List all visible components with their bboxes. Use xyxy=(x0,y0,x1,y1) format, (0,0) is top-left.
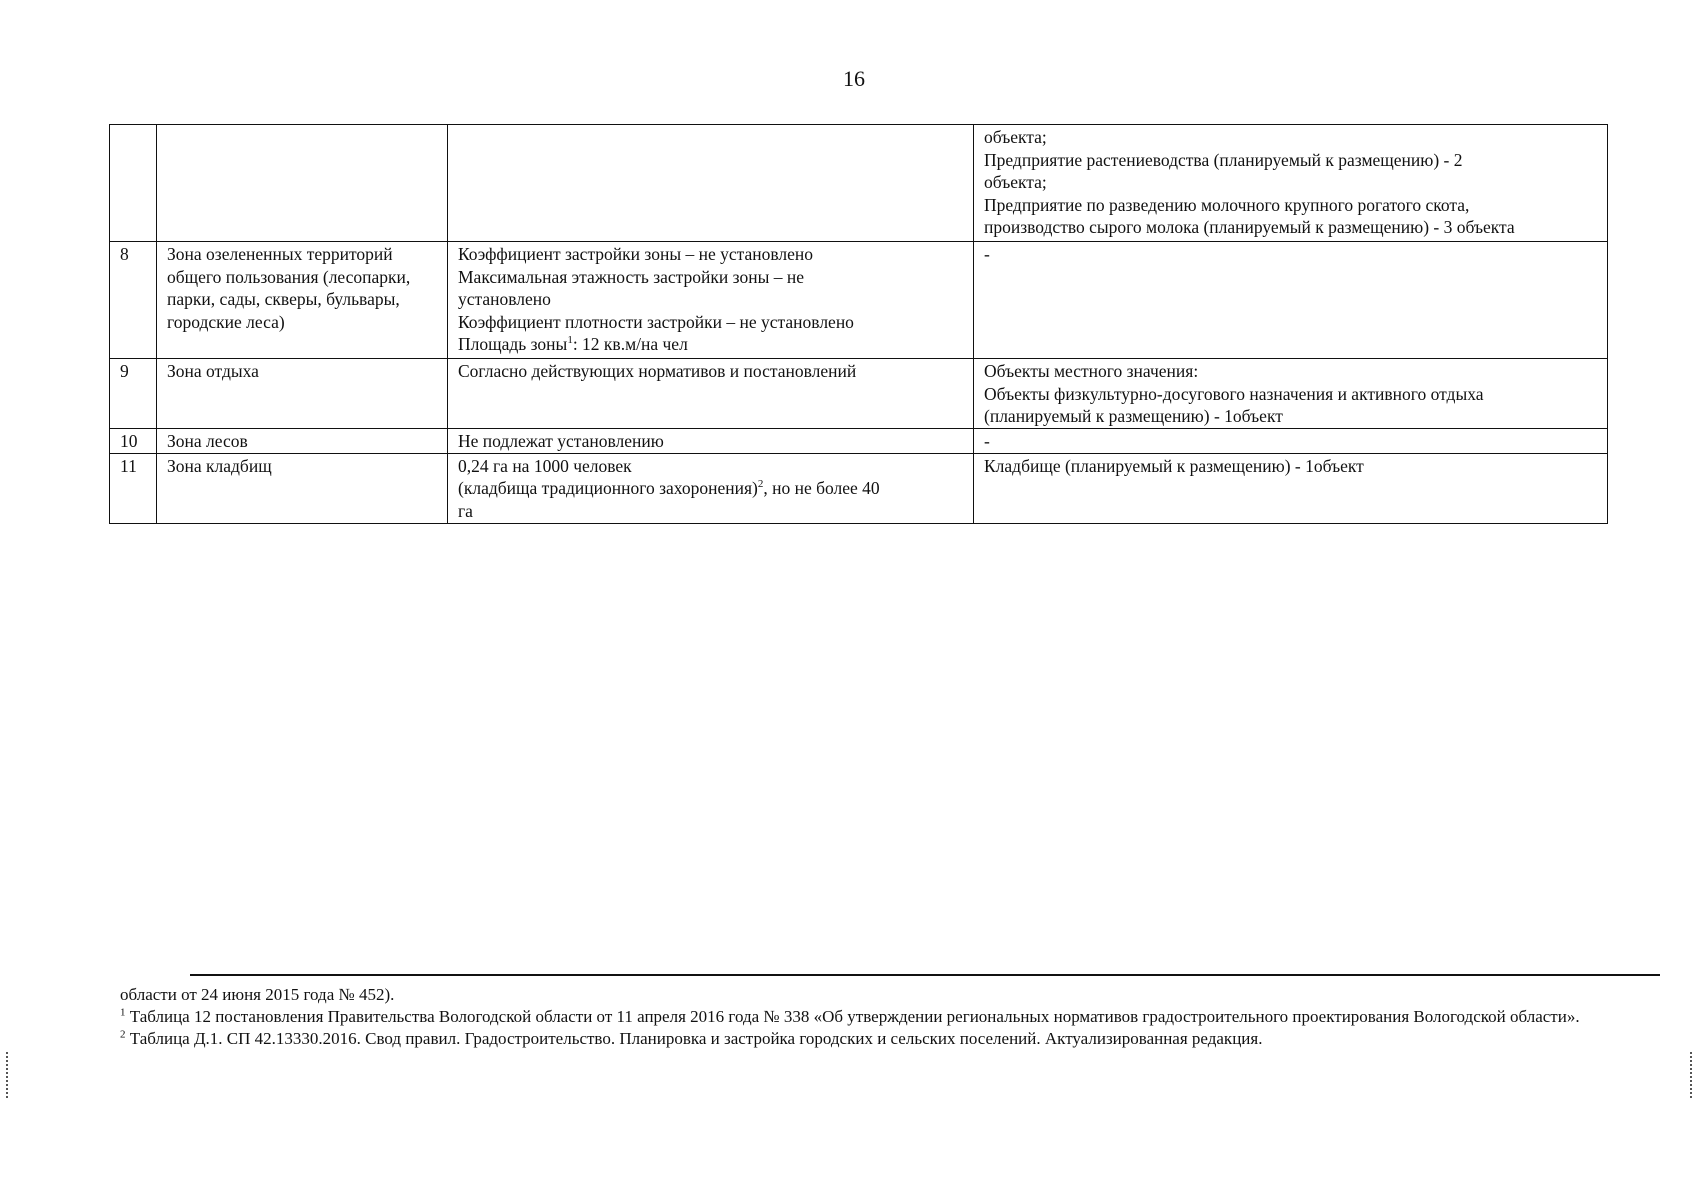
zone-line: парки, сады, скверы, бульвары, xyxy=(167,289,400,309)
zone-params xyxy=(448,429,974,454)
zone-objects xyxy=(974,242,1608,359)
params-text: , но не более 40 xyxy=(763,478,880,498)
params-line-burial xyxy=(458,477,963,500)
cell-zone xyxy=(157,125,448,242)
zone-params xyxy=(448,359,974,429)
footnote-separator xyxy=(190,974,1660,976)
zone-line: Зона озелененных территорий xyxy=(167,244,393,264)
footnote-ref-2: 2 xyxy=(757,478,764,491)
zone-line: городские леса) xyxy=(167,311,285,332)
params-line: Согласно действующих нормативов и постановлений xyxy=(458,361,857,381)
cell-params xyxy=(448,125,974,242)
objects-line: Объекты физкультурно-досугового назначения и активного отдыха xyxy=(984,383,1484,404)
table-row-11 xyxy=(110,453,1608,523)
params-line-area xyxy=(458,333,963,356)
zone-name xyxy=(157,453,448,523)
zone-name xyxy=(157,359,448,429)
footnote-mark: 1 xyxy=(120,1006,126,1019)
params-line: 0,24 га на 1000 человек xyxy=(458,455,632,476)
scan-edge-mark xyxy=(6,1052,8,1098)
zone-objects xyxy=(974,359,1608,429)
row-number: 8 xyxy=(110,242,157,359)
params-line: Коэффициент застройки зоны – не установлено xyxy=(458,244,814,264)
zone-params xyxy=(448,242,974,359)
scan-edge-mark xyxy=(1690,1052,1692,1098)
zone-name xyxy=(157,429,448,454)
params-line: га xyxy=(458,500,473,521)
zone-line: Зона отдыха xyxy=(167,361,259,381)
table-row-continuation xyxy=(110,125,1608,242)
zone-line: Зона лесов xyxy=(167,431,248,451)
params-text: (кладбища традиционного захоронения) xyxy=(458,478,758,498)
params-line: Максимальная этажность застройки зоны – не xyxy=(458,266,804,287)
footnote-ref-1: 1 xyxy=(567,334,573,347)
objects-line: объекта; xyxy=(984,127,1047,147)
table-row-9 xyxy=(110,359,1608,429)
params-line: Коэффициент плотности застройки – не установлено xyxy=(458,311,854,332)
params-line: Не подлежат установлению xyxy=(458,431,664,451)
objects-line: Предприятие по разведению молочного крупного рогатого скота, xyxy=(984,194,1470,215)
cell-num xyxy=(110,125,157,242)
zone-objects xyxy=(974,453,1608,523)
zone-line: общего пользования (лесопарки, xyxy=(167,266,411,287)
footnote-1 xyxy=(120,1006,1590,1028)
objects-line: (планируемый к размещению) - 1объект xyxy=(984,406,1283,426)
footnotes xyxy=(120,984,1590,1050)
zones-table xyxy=(109,124,1608,524)
objects-line: объекта; xyxy=(984,172,1047,192)
table-row-8 xyxy=(110,242,1608,359)
objects-line: Объекты местного значения: xyxy=(984,361,1199,381)
row-number: 10 xyxy=(110,429,157,454)
zone-name xyxy=(157,242,448,359)
params-line: установлено xyxy=(458,289,551,309)
zone-params xyxy=(448,453,974,523)
footnote-text: Таблица Д.1. СП 42.13330.2016. Свод правил. Градостроительство. Планировка и застройка городских и сельских поселений. Актуализированная редакция. xyxy=(125,1029,1263,1048)
cell-objects xyxy=(974,125,1608,242)
params-text: : 12 кв.м/на чел xyxy=(572,334,688,354)
params-text: Площадь зоны xyxy=(458,334,568,354)
objects-line: - xyxy=(984,431,990,451)
zone-objects xyxy=(974,429,1608,454)
page-number: 16 xyxy=(843,66,865,91)
row-number: 11 xyxy=(110,453,157,523)
objects-line: Предприятие растениеводства (планируемый к размещению) - 2 xyxy=(984,149,1463,170)
footnote-mark: 2 xyxy=(120,1028,126,1041)
footnote-2 xyxy=(120,1028,1590,1050)
footnote-continuation: области от 24 июня 2015 года № 452). xyxy=(120,985,395,1004)
zone-line: Зона кладбищ xyxy=(167,455,272,476)
footnote-text: Таблица 12 постановления Правительства Вологодской области от 11 апреля 2016 года № 338 «Об утверждении региональных нормативов градостроительного проектирования Вологодской области». xyxy=(125,1007,1580,1026)
objects-line: Кладбище (планируемый к размещению) - 1объект xyxy=(984,455,1364,476)
objects-line: производство сырого молока (планируемый к размещению) - 3 объекта xyxy=(984,217,1515,237)
table-row-10 xyxy=(110,429,1608,454)
row-number: 9 xyxy=(110,359,157,429)
objects-line: - xyxy=(984,244,990,264)
